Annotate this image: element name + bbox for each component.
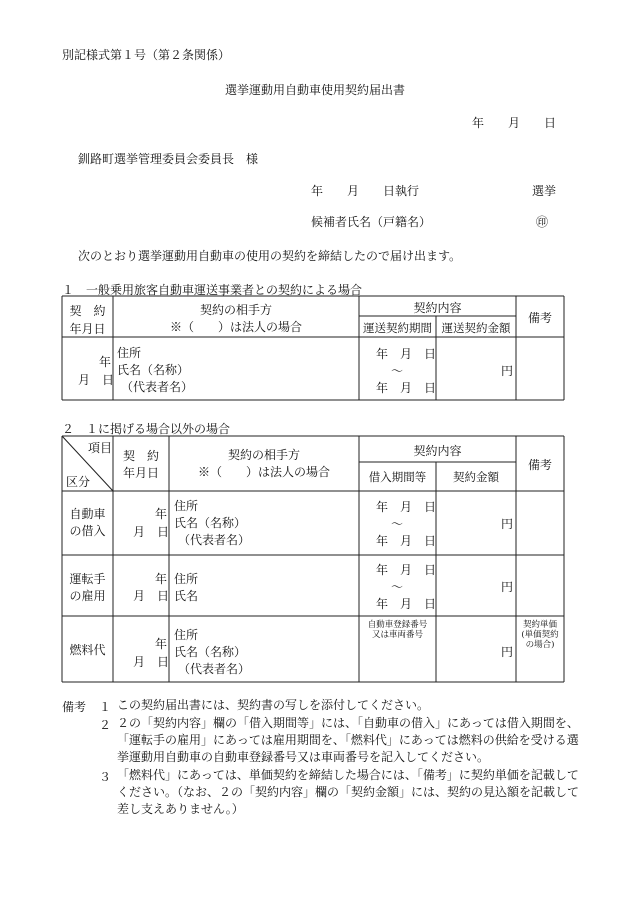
s2-header-category: 区分 xyxy=(66,475,91,489)
note1-number: １ xyxy=(99,700,112,714)
note2-line3: 挙運動用自動車の自動車登録番号又は車両番号を記入してください。 xyxy=(117,750,490,764)
s2-row3-name: 氏名（名称） xyxy=(174,645,247,659)
s2-header-counterparty-note: ※（ ）は法人の場合 xyxy=(197,465,330,479)
s2-row2-address: 住所 xyxy=(174,572,199,586)
section2-heading: ２ １に掲げる場合以外の場合 xyxy=(62,422,231,436)
s2-row1-category-2: の借入 xyxy=(69,524,106,538)
note3-line3: 差し支えありません。） xyxy=(117,802,244,816)
note2-line1: ２の「契約内容」欄の「借入期間等」には、「自動車の借入」にあっては借入期間を、 xyxy=(117,716,579,730)
s2-header-remarks: 備考 xyxy=(527,458,552,472)
s2-row3-yen: 円 xyxy=(501,645,514,659)
s2-row3-category: 燃料代 xyxy=(69,643,106,657)
s2-row1-address: 住所 xyxy=(174,499,199,513)
s1-header-contract: 契 約 xyxy=(69,304,106,318)
s1-header-contract-content: 契約内容 xyxy=(413,301,462,315)
note3-number: ３ xyxy=(99,770,112,784)
s2-row2-period-end: 年 月 日 xyxy=(376,597,437,611)
s1-row-period-start: 年 月 日 xyxy=(376,347,437,361)
s1-header-amount: 運送契約金額 xyxy=(441,321,511,335)
s2-row2-yen: 円 xyxy=(501,580,514,594)
document-title: 選挙運動用自動車使用契約届出書 xyxy=(224,83,405,97)
s2-row1-period-start: 年 月 日 xyxy=(376,500,437,514)
section1-heading: １ 一般乗用旅客自動車運送事業者との契約による場合 xyxy=(62,283,363,297)
s1-row-tilde: ～ xyxy=(391,364,404,378)
s2-row3-remarks-3: の場合) xyxy=(525,640,555,650)
candidate-name-label: 候補者氏名（戸籍名） xyxy=(311,215,432,229)
s1-row-period-end: 年 月 日 xyxy=(376,381,437,395)
s2-header-date: 年月日 xyxy=(122,466,159,480)
s2-row2-month-day: 月 日 xyxy=(133,589,170,603)
s2-row2-category-2: の雇用 xyxy=(69,589,106,603)
notes-label: 備考 xyxy=(62,700,87,714)
s1-header-period: 運送契約期間 xyxy=(363,321,432,335)
s2-row2-tilde: ～ xyxy=(391,580,404,594)
s2-row3-registration-1: 自動車登録番号 xyxy=(367,620,428,630)
addressee: 釧路町選挙管理委員会委員長 様 xyxy=(78,152,259,166)
s1-header-remarks: 備考 xyxy=(527,311,552,325)
note3-line1: 「燃料代」にあっては、単価契約を締結した場合には、「備考」に契約単価を記載して xyxy=(117,768,579,782)
note2-number: ２ xyxy=(99,718,112,732)
s2-row3-remarks-1: 契約単価 xyxy=(522,620,557,630)
s1-header-date: 年月日 xyxy=(69,322,106,336)
s2-header-amount: 契約金額 xyxy=(453,470,499,484)
election-date-label: 年 月 日執行 xyxy=(311,184,420,198)
s2-header-contract-content: 契約内容 xyxy=(413,444,462,458)
submission-date: 年 月 日 xyxy=(472,116,557,130)
election-label: 選挙 xyxy=(532,184,557,198)
s2-row1-name: 氏名（名称） xyxy=(174,516,247,530)
s1-row-month-day: 月 日 xyxy=(78,373,115,387)
s2-row1-tilde: ～ xyxy=(391,517,404,531)
s2-header-contract: 契 約 xyxy=(122,449,159,463)
s2-row1-category-1: 自動車 xyxy=(69,507,106,521)
s2-row3-month-day: 月 日 xyxy=(133,655,170,669)
s2-row2-category-1: 運転手 xyxy=(69,572,106,586)
s1-row-year: 年 xyxy=(99,355,112,369)
s2-row1-period-end: 年 月 日 xyxy=(376,534,437,548)
s2-row1-yen: 円 xyxy=(501,517,514,531)
s2-row3-remarks-2: (単価契約 xyxy=(521,630,559,640)
s1-row-representative: （代表者名） xyxy=(121,380,194,394)
s2-row2-period-start: 年 月 日 xyxy=(376,563,437,577)
note1-line1: この契約届出書には、契約書の写しを添付してください。 xyxy=(117,698,430,712)
s2-row3-address: 住所 xyxy=(174,628,199,642)
s2-row2-year: 年 xyxy=(155,572,168,586)
s2-header-item: 項目 xyxy=(88,441,113,455)
s2-row3-representative: （代表者名） xyxy=(178,662,251,676)
s2-header-counterparty: 契約の相手方 xyxy=(227,448,300,462)
form-number: 別記様式第１号（第２条関係） xyxy=(62,48,231,62)
seal-mark: ㊞ xyxy=(536,215,549,229)
s2-row3-registration-2: 又は車両番号 xyxy=(371,630,423,640)
s1-row-yen: 円 xyxy=(501,364,514,378)
s1-header-counterparty-note: ※（ ）は法人の場合 xyxy=(169,320,302,334)
s2-header-period: 借入期間等 xyxy=(368,470,427,484)
s2-row3-year: 年 xyxy=(155,637,168,651)
note3-line2: ください。（なお、２の「契約内容」欄の「契約金額」には、契約の見込額を記載して xyxy=(117,785,580,799)
s1-header-counterparty: 契約の相手方 xyxy=(199,303,272,317)
note2-line2: 「運転手の雇用」にあっては雇用期間を、「燃料代」にあっては燃料の供給を受ける選 xyxy=(117,733,579,747)
s1-row-name: 氏名（名称） xyxy=(117,363,190,377)
s2-row1-year: 年 xyxy=(155,507,168,521)
s2-row1-month-day: 月 日 xyxy=(133,525,170,539)
intro-text: 次のとおり選挙運動用自動車の使用の契約を締結したので届け出ます。 xyxy=(78,249,462,263)
s2-row2-name: 氏名 xyxy=(174,589,199,603)
s2-row1-representative: （代表者名） xyxy=(178,533,251,547)
s1-row-address: 住所 xyxy=(117,346,142,360)
